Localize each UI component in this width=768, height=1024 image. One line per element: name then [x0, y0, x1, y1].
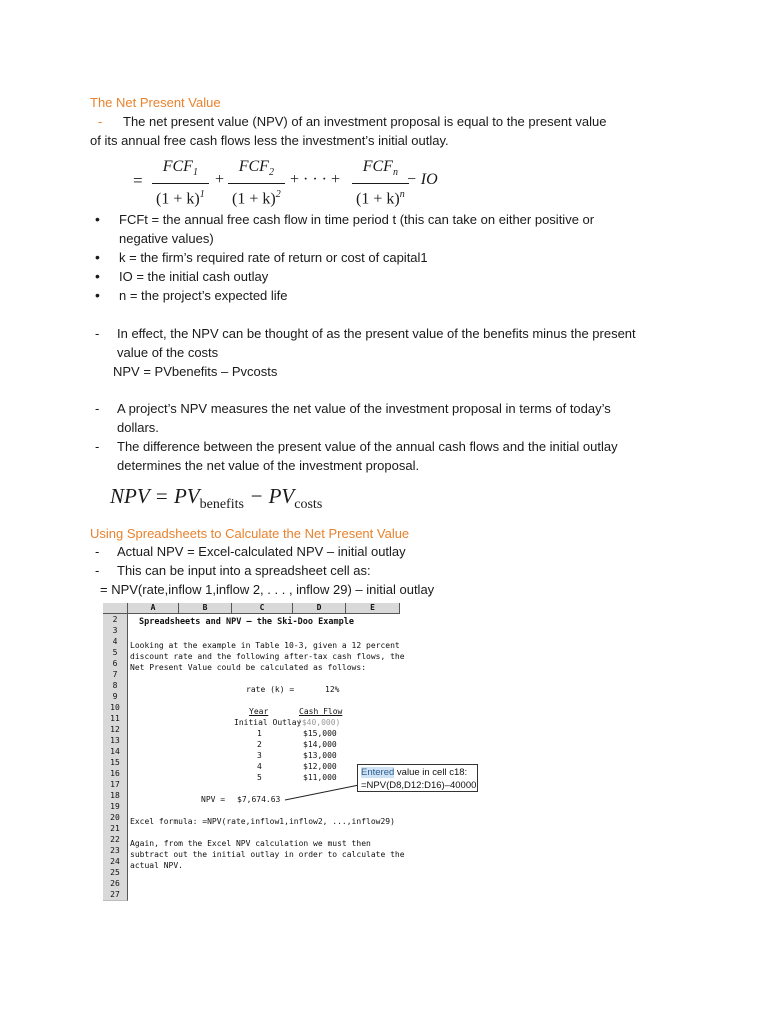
row-header: 19: [103, 801, 128, 813]
callout-line1: value in cell c18:: [394, 767, 468, 778]
column-header-b: B: [179, 603, 232, 614]
actual-npv-item: Actual NPV = Excel-calculated NPV – initial outlay: [117, 544, 406, 559]
sheet-desc-line2: discount rate and the following after-tax cash flows, the: [130, 652, 405, 661]
year-cell: 2: [257, 740, 262, 749]
npv-label: NPV =: [201, 795, 226, 804]
row-header: 11: [103, 713, 128, 725]
dash-marker: -: [95, 326, 100, 341]
initial-outlay-label: Initial Outlay: [234, 718, 302, 727]
year-cell: 4: [257, 762, 262, 771]
row-header: 25: [103, 867, 128, 879]
row-header: 16: [103, 768, 128, 780]
corner-header: [103, 603, 128, 614]
den2-label: (1 + k): [232, 190, 276, 208]
row-header: 12: [103, 724, 128, 736]
bullet-n: n = the project’s expected life: [119, 288, 288, 303]
row-header: 15: [103, 757, 128, 769]
bullet-k: k = the firm’s required rate of return or cost of capital1: [119, 250, 428, 265]
measure-text-line1: A project’s NPV measures the net value of the investment proposal in terms of today’s: [117, 401, 611, 416]
fcf1-label: FCF: [162, 158, 193, 175]
row-header: 9: [103, 691, 128, 703]
formula-plus-1: +: [215, 171, 225, 188]
dash-marker: -: [95, 439, 100, 454]
intro-text-line1: The net present value (NPV) of an investment proposal is equal to the present value: [123, 114, 607, 129]
formula-equals: =: [133, 171, 143, 190]
fcf1-sub: 1: [192, 167, 198, 179]
row-header: 4: [103, 636, 128, 648]
row-header: 20: [103, 812, 128, 824]
row-header: 23: [103, 845, 128, 857]
intro-text-line2: of its annual free cash flows less the investment’s initial outlay.: [90, 133, 449, 148]
denn-sup: n: [399, 189, 405, 201]
again-note-line2: subtract out the initial outlay in order to calculate the: [130, 850, 405, 859]
formula-term-n: [352, 157, 409, 211]
row-header: 17: [103, 779, 128, 791]
spreadsheet-input-item: This can be input into a spreadsheet cell as:: [117, 563, 371, 578]
rate-value: 12%: [325, 685, 340, 694]
dash-marker: -: [98, 114, 103, 129]
column-header-a: A: [128, 603, 179, 614]
den1-sup: 1: [199, 189, 205, 201]
row-header: 13: [103, 735, 128, 747]
denn-label: (1 + k): [356, 190, 400, 208]
row-header: 14: [103, 746, 128, 758]
bullet-fcft-line2: negative values): [119, 231, 214, 246]
dash-marker: -: [95, 544, 100, 559]
callout-arrow: [283, 773, 363, 803]
row-header: 24: [103, 856, 128, 868]
row-header: 7: [103, 669, 128, 681]
row-header: 21: [103, 823, 128, 835]
fcf2-sub: 2: [268, 167, 274, 179]
row-header: 5: [103, 647, 128, 659]
difference-text-line1: The difference between the present value of the annual cash flows and the initial outlay: [117, 439, 618, 454]
measure-text-line2: dollars.: [117, 420, 159, 435]
entered-value-callout: [357, 764, 478, 792]
rate-label: rate (k) =: [246, 685, 295, 694]
excel-formula-note: Excel formula: =NPV(rate,inflow1,inflow2, ...,inflow29): [130, 817, 395, 826]
dash-marker: -: [95, 563, 100, 578]
again-note-line3: actual NPV.: [130, 861, 183, 870]
spreadsheet-figure: [103, 603, 477, 908]
npv-text-formula: NPV = PVbenefits – Pvcosts: [113, 364, 278, 379]
cashflow-header: Cash Flow: [299, 707, 343, 716]
formula-minus-io: − IO: [406, 171, 438, 188]
cashflow-cell: $15,000: [303, 729, 337, 738]
bullet-dot: •: [95, 211, 100, 227]
minus-pv-label: − PV: [243, 484, 295, 508]
fcfn-label: FCF: [362, 158, 393, 175]
row-header: 27: [103, 889, 128, 901]
difference-text-line2: determines the net value of the investment proposal.: [117, 458, 420, 473]
formula-term-1: [152, 157, 209, 211]
cashflow-cell: $12,000: [303, 762, 337, 771]
bullet-io: IO = the initial cash outlay: [119, 269, 269, 284]
cashflow-cell: $13,000: [303, 751, 337, 760]
sheet-title: Spreadsheets and NPV – the Ski-Doo Example: [139, 617, 354, 627]
year-cell: 1: [257, 729, 262, 738]
npv-expanded-formula: [130, 157, 550, 207]
row-header: 26: [103, 878, 128, 890]
npv-result-value: $7,674.63: [237, 795, 281, 804]
again-note-line1: Again, from the Excel NPV calculation we must then: [130, 839, 371, 848]
row-header: 2: [103, 614, 128, 626]
section-heading-npv: The Net Present Value: [90, 95, 221, 110]
row-header: 22: [103, 834, 128, 846]
callout-line2: =NPV(D8,D12:D16)–40000: [361, 780, 477, 791]
row-header: 8: [103, 680, 128, 692]
formula-term-2: [228, 157, 285, 211]
bullet-dot: •: [95, 268, 100, 284]
callout-entered-word: Entered: [361, 767, 395, 778]
year-header: Year: [249, 707, 269, 716]
npv-cell-formula: = NPV(rate,inflow 1,inflow 2, . . . , inflow 29) – initial outlay: [100, 582, 435, 597]
formula-ellipsis: + · · · +: [290, 171, 341, 188]
fcf2-label: FCF: [238, 158, 269, 175]
row-header: 10: [103, 702, 128, 714]
den2-sup: 2: [275, 189, 281, 201]
sheet-desc-line3: Net Present Value could be calculated as follows:: [130, 663, 367, 672]
year-cell: 5: [257, 773, 262, 782]
row-header: 18: [103, 790, 128, 802]
cashflow-cell: $14,000: [303, 740, 337, 749]
bullet-dot: •: [95, 249, 100, 265]
year-cell: 3: [257, 751, 262, 760]
section-heading-spreadsheets: Using Spreadsheets to Calculate the Net Present Value: [90, 526, 410, 541]
effect-text-line1: In effect, the NPV can be thought of as the present value of the benefits minus the present: [117, 326, 636, 341]
effect-text-line2: value of the costs: [117, 345, 219, 360]
column-header-e: E: [346, 603, 400, 614]
bullet-dot: •: [95, 287, 100, 303]
column-header-c: C: [232, 603, 293, 614]
costs-sub: costs: [294, 497, 323, 513]
npv-benefits-costs-formula: [110, 484, 322, 513]
cashflow-cell: $11,000: [303, 773, 337, 782]
npv-pv-label: NPV = PV: [110, 484, 200, 508]
dash-marker: -: [95, 401, 100, 416]
den1-label: (1 + k): [156, 190, 200, 208]
initial-outlay-value: ($40,000): [297, 718, 341, 727]
fcfn-sub: n: [392, 167, 398, 179]
column-header-d: D: [293, 603, 346, 614]
bullet-fcft-line1: FCFt = the annual free cash flow in time period t (this can take on either positive or: [119, 212, 595, 227]
row-header: 6: [103, 658, 128, 670]
benefits-sub: benefits: [199, 497, 244, 513]
row-header: 3: [103, 625, 128, 637]
sheet-desc-line1: Looking at the example in Table 10-3, given a 12 percent: [130, 641, 400, 650]
